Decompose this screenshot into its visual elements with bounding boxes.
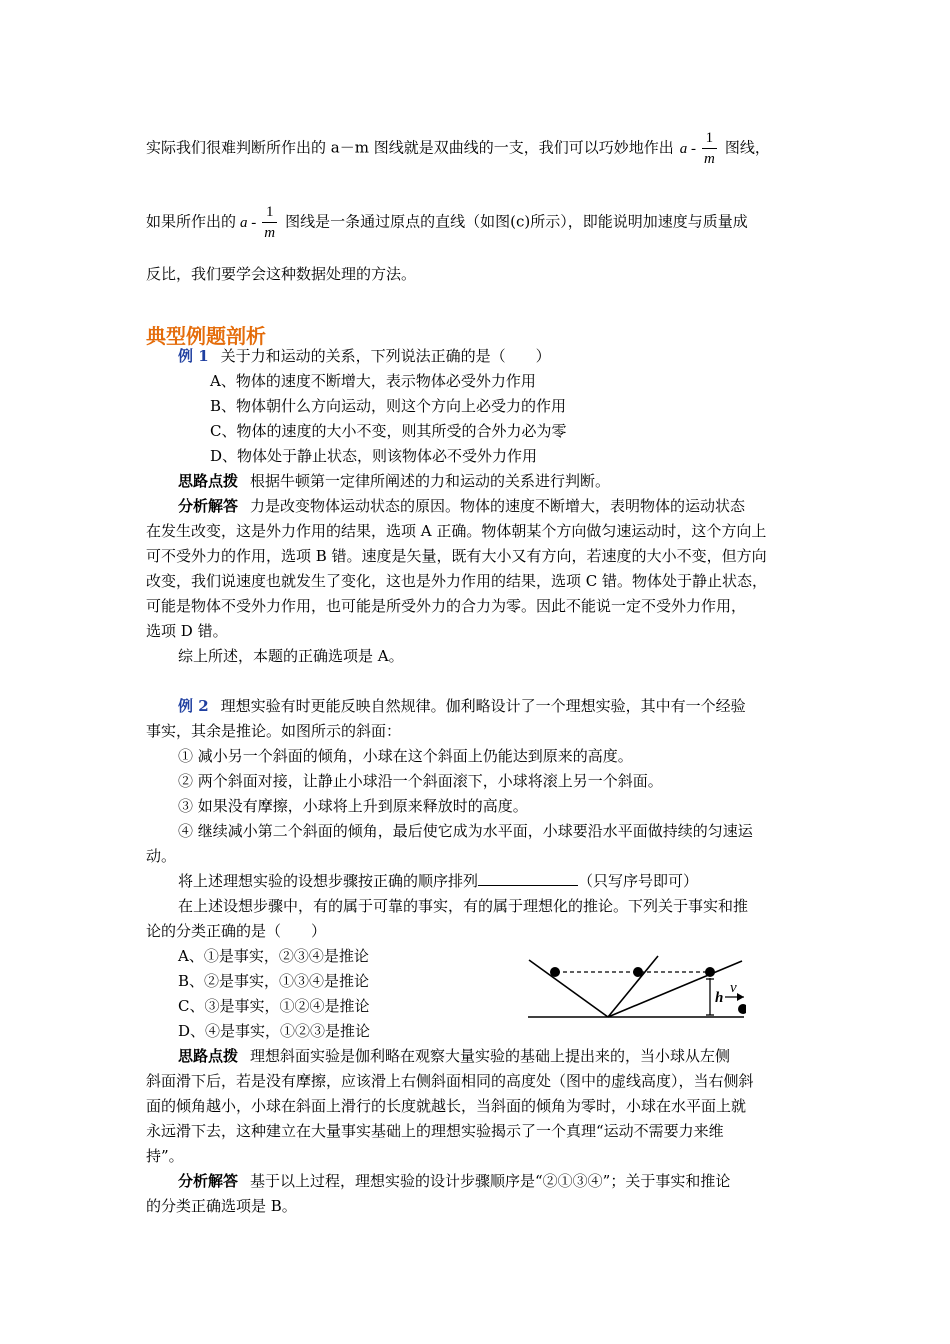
answer-text: 力是改变物体运动状态的原因。物体的速度不断增大，表明物体的运动状态 — [250, 497, 746, 515]
formula-expr: a - — [240, 214, 257, 231]
order-note: （只写序号即可） — [578, 872, 699, 890]
inclined-plane-figure — [526, 955, 746, 1025]
fraction-denominator: m — [702, 148, 717, 169]
ex2-hint-line-1 — [178, 1046, 730, 1066]
ex1-option-b: B、物体朝什么方向运动，则这个方向上必受力的作用 — [210, 397, 567, 415]
order-text: 将上述理想实验的设想步骤按正确的顺序排列 — [178, 872, 479, 890]
fraction-denominator: m — [262, 222, 277, 243]
ex2-classify-line-2: 论的分类正确的是（ ） — [146, 922, 327, 940]
intro-line-3: 反比，我们要学会这种数据处理的方法。 — [146, 265, 417, 283]
intro-text: 图线， — [724, 138, 770, 157]
ex1-question — [178, 346, 551, 366]
ex2-hint-line-4: 永远滑下去，这种建立在大量事实基础上的理想实验揭示了一个真理“运动不需要力来维 — [146, 1122, 724, 1140]
section-heading: 典型例题剖析 — [146, 324, 266, 348]
ex2-step-2: ② 两个斜面对接，让静止小球沿一个斜面滚下，小球将滚上另一个斜面。 — [178, 772, 663, 790]
ex1-answer-line-6: 选项 D 错。 — [146, 622, 228, 640]
ball-ground — [738, 1004, 746, 1014]
answer-blank — [478, 871, 578, 886]
hint-label: 思路点拨 — [178, 472, 239, 490]
ball-shallow — [705, 967, 715, 977]
intro-line-1 — [146, 128, 770, 169]
ex2-step-4-cont: 动。 — [146, 847, 177, 865]
ex2-step-3: ③ 如果没有摩擦，小球将上升到原来释放时的高度。 — [178, 797, 528, 815]
ex2-hint-line-5: 持”。 — [146, 1147, 184, 1165]
ex2-question-line-2: 事实，其余是推论。如图所示的斜面： — [146, 722, 402, 740]
intro-text: 图线是一条通过原点的直线（如图(c)所示），即能说明加速度与质量成 — [285, 212, 748, 231]
ex2-option-c: C、③是事实，①②④是推论 — [178, 997, 370, 1015]
height-label: h — [715, 990, 724, 1006]
ex2-option-d: D、④是事实，①②③是推论 — [178, 1022, 371, 1040]
hint-text: 理想斜面实验是伽利略在观察大量实验的基础上提出来的，当小球从左侧 — [250, 1047, 731, 1065]
answer-label: 分析解答 — [178, 497, 239, 515]
ex2-hint-line-2: 斜面滑下后，若是没有摩擦，应该滑上右侧斜面相同的高度处（图中的虚线高度），当右侧斜 — [146, 1072, 754, 1090]
ex2-order-question — [178, 871, 698, 891]
ball-start — [550, 967, 560, 977]
fraction-1-over-m — [262, 202, 277, 243]
hint-label: 思路点拨 — [178, 1047, 239, 1065]
steep-incline — [608, 956, 658, 1017]
ex2-hint-line-3: 面的倾角越小，小球在斜面上滑行的长度就越长，当斜面的倾角为零时，小球在水平面上就 — [146, 1097, 747, 1115]
shallow-incline — [608, 961, 742, 1017]
question-text: 关于力和运动的关系，下列说法正确的是（ ） — [220, 347, 551, 365]
answer-text: 基于以上过程，理想实验的设计步骤顺序是“②①③④”；关于事实和推论 — [250, 1172, 731, 1190]
ex1-label: 例 1 — [178, 347, 209, 365]
ex1-option-c: C、物体的速度的大小不变，则其所受的合外力必为零 — [210, 422, 567, 440]
ex1-answer-line-5: 可能是物体不受外力作用，也可能是所受外力的合力为零。因此不能说一定不受外力作用， — [146, 597, 747, 615]
ex1-answer-line-4: 改变，我们说速度也就发生了变化，这也是外力作用的结果，选项 C 错。物体处于静止状态， — [146, 572, 768, 590]
intro-text: 如果所作出的 — [146, 212, 237, 231]
velocity-label: v — [730, 980, 737, 996]
ex2-option-a: A、①是事实，②③④是推论 — [178, 947, 369, 965]
ex2-label: 例 2 — [178, 697, 209, 715]
ex2-answer-line-2: 的分类正确选项是 B。 — [146, 1197, 297, 1215]
ex1-answer-line-3: 可不受外力的作用，选项 B 错。速度是矢量，既有大小又有方向，若速度的大小不变，但方向 — [146, 547, 767, 565]
velocity-arrowhead — [737, 993, 744, 1001]
fraction-1-over-m — [702, 128, 717, 169]
ex2-step-1: ① 减小另一个斜面的倾角，小球在这个斜面上仍能达到原来的高度。 — [178, 747, 633, 765]
ex1-summary: 综上所述，本题的正确选项是 A。 — [178, 647, 404, 665]
ex1-hint — [178, 471, 610, 491]
ex1-option-a: A、物体的速度不断增大，表示物体必受外力作用 — [210, 372, 536, 390]
hint-text: 根据牛顿第一定律所阐述的力和运动的关系进行判断。 — [250, 472, 611, 490]
ex1-answer-line-2: 在发生改变，这是外力作用的结果，选项 A 正确。物体朝某个方向做匀速运动时，这个方向上 — [146, 522, 767, 540]
ex2-answer-line-1 — [178, 1171, 730, 1191]
answer-label: 分析解答 — [178, 1172, 239, 1190]
question-text: 理想实验有时更能反映自然规律。伽利略设计了一个理想实验，其中有一个经验 — [220, 697, 746, 715]
left-incline — [529, 960, 608, 1017]
fraction-numerator: 1 — [265, 204, 274, 220]
ex2-question-line-1 — [178, 696, 746, 716]
fraction-numerator: 1 — [705, 130, 714, 146]
ex1-answer-line-1 — [178, 496, 745, 516]
formula-expr: a - — [679, 140, 696, 157]
ex2-step-4: ④ 继续减小第二个斜面的倾角，最后使它成为水平面，小球要沿水平面做持续的匀速运 — [178, 822, 753, 840]
intro-text: 实际我们很难判断所作出的 a－m 图线就是双曲线的一支，我们可以巧妙地作出 — [146, 138, 674, 157]
ball-steep — [633, 967, 643, 977]
ex2-option-b: B、②是事实，①③④是推论 — [178, 972, 370, 990]
ex2-classify-line-1: 在上述设想步骤中，有的属于可靠的事实，有的属于理想化的推论。下列关于事实和推 — [178, 897, 749, 915]
ex1-option-d: D、物体处于静止状态，则该物体必不受外力作用 — [210, 447, 538, 465]
intro-line-2 — [146, 202, 748, 243]
